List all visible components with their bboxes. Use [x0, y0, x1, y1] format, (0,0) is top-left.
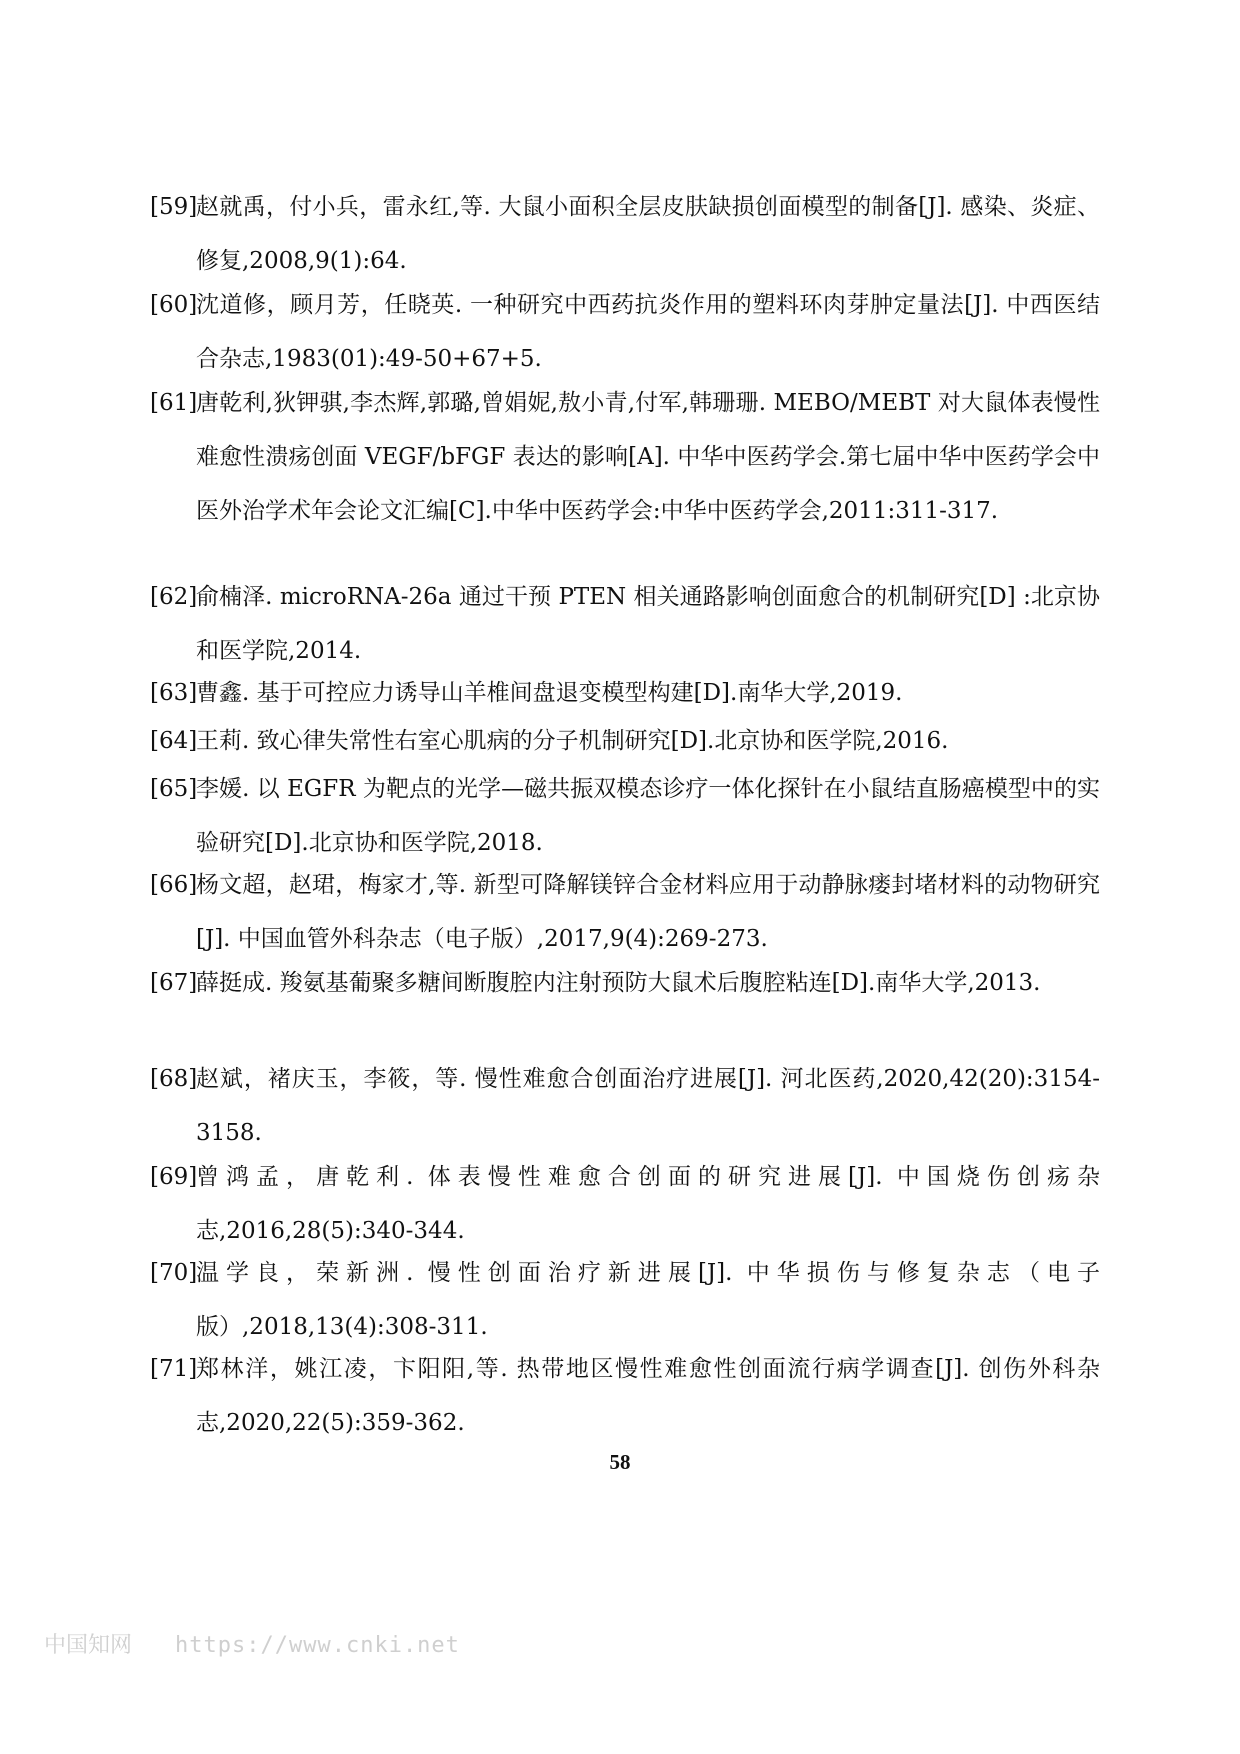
reference-number: [59]	[150, 194, 198, 220]
reference-62	[150, 570, 1100, 678]
reference-number: [67]	[150, 970, 198, 996]
reference-number: [69]	[150, 1164, 198, 1190]
reference-65	[150, 762, 1100, 870]
reference-number: [62]	[150, 584, 198, 610]
reference-69	[150, 1150, 1100, 1258]
reference-number: [61]	[150, 390, 198, 416]
reference-63	[150, 666, 1100, 720]
reference-64	[150, 714, 1100, 768]
reference-number: [65]	[150, 776, 198, 802]
reference-59	[150, 180, 1100, 288]
reference-number: [68]	[150, 1066, 198, 1092]
reference-61	[150, 376, 1100, 538]
reference-number: [70]	[150, 1260, 198, 1286]
reference-66	[150, 858, 1100, 966]
page-number: 58	[609, 1450, 631, 1474]
reference-text: 曾鸿孟，唐乾利. 体表慢性难愈合创面的研究进展[J]. 中国烧伤创疡杂志,2016,28(5):340-344.	[196, 1164, 1100, 1244]
watermark-site-name: 中国知网	[44, 1633, 133, 1658]
reference-70	[150, 1246, 1100, 1354]
reference-text: 俞楠泽. microRNA-26a 通过干预 PTEN 相关通路影响创面愈合的机制研究[D] :北京协和医学院,2014.	[196, 584, 1100, 664]
reference-number: [66]	[150, 872, 198, 898]
reference-number: [64]	[150, 728, 198, 754]
watermark-url: https://www.cnki.net	[175, 1633, 460, 1658]
reference-text: 温学良，荣新洲. 慢性创面治疗新进展[J]. 中华损伤与修复杂志（电子版）,2018,13(4):308-311.	[196, 1260, 1100, 1340]
reference-number: [71]	[150, 1356, 198, 1382]
reference-text: 赵斌，褚庆玉，李筱，等. 慢性难愈合创面治疗进展[J]. 河北医药,2020,42(20):3154-3158.	[196, 1066, 1100, 1146]
reference-text: 赵就禹，付小兵，雷永红,等. 大鼠小面积全层皮肤缺损创面模型的制备[J]. 感染、炎症、修复,2008,9(1):64.	[196, 194, 1100, 274]
reference-text: 杨文超，赵珺，梅家才,等. 新型可降解镁锌合金材料应用于动静脉瘘封堵材料的动物研究[J]. 中国血管外科杂志（电子版）,2017,9(4):269-273.	[196, 872, 1100, 952]
cnki-watermark	[44, 1628, 460, 1659]
reference-text: 沈道修，顾月芳，任晓英. 一种研究中西药抗炎作用的塑料环肉芽肿定量法[J]. 中西医结合杂志,1983(01):49-50+67+5.	[196, 292, 1100, 372]
reference-60	[150, 278, 1100, 386]
reference-text: 李媛. 以 EGFR 为靶点的光学—磁共振双模态诊疗一体化探针在小鼠结直肠癌模型中的实验研究[D].北京协和医学院,2018.	[196, 776, 1100, 856]
reference-text: 曹鑫. 基于可控应力诱导山羊椎间盘退变模型构建[D].南华大学,2019.	[196, 680, 903, 706]
reference-text: 郑林洋，姚江凌，卞阳阳,等. 热带地区慢性难愈性创面流行病学调查[J]. 创伤外科杂志,2020,22(5):359-362.	[196, 1356, 1100, 1436]
reference-text: 唐乾利,狄钾骐,李杰辉,郭璐,曾娟妮,敖小青,付军,韩珊珊. MEBO/MEBT 对大鼠体表慢性难愈性溃疡创面 VEGF/bFGF 表达的影响[A]. 中华中医药学会.第七届中华中医药学会中医外治学术年会论文汇编[C].中华中医药学会:中华中医药学会,2011:311-317.	[196, 390, 1100, 524]
reference-68	[150, 1052, 1100, 1160]
reference-71	[150, 1342, 1100, 1450]
reference-number: [63]	[150, 680, 198, 706]
reference-number: [60]	[150, 292, 198, 318]
reference-text: 薛挺成. 羧氨基葡聚多糖间断腹腔内注射预防大鼠术后腹腔粘连[D].南华大学,2013.	[196, 970, 1041, 996]
reference-text: 王莉. 致心律失常性右室心肌病的分子机制研究[D].北京协和医学院,2016.	[196, 728, 949, 754]
reference-67	[150, 956, 1100, 1010]
